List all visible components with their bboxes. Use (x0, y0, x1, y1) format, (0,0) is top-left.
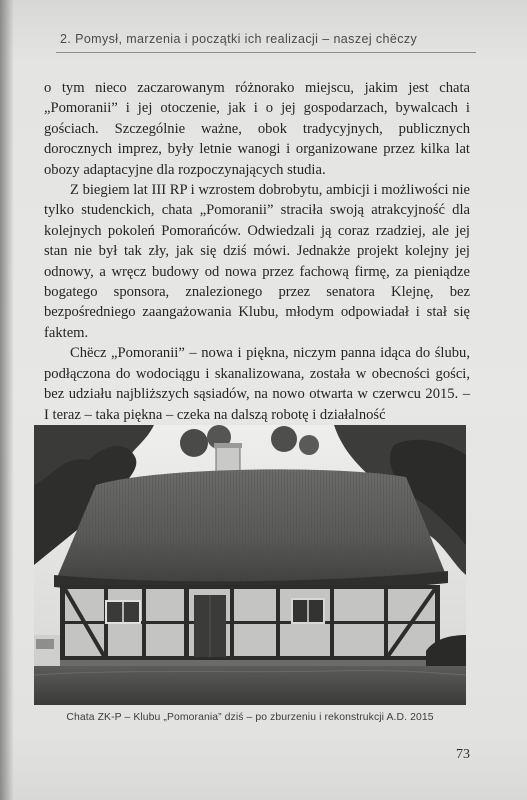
running-head: 2. Pomysł, marzenia i początki ich realizacji – naszej chëczy (60, 32, 418, 46)
body-text (44, 78, 470, 425)
page-number: 73 (456, 747, 470, 762)
photo-thatched-cottage (34, 425, 466, 705)
page-gutter-shadow (0, 0, 14, 800)
photo-caption: Chata ZK-P – Klubu „Pomorania” dziś – po zburzeniu i rekonstrukcji A.D. 2015 (66, 712, 434, 723)
paragraph: Chëcz „Pomoranii” – nowa i piękna, niczym panna idąca do ślubu, podłączona do wodociągu i skanalizowana, została w obecności gości, bez udziału najbliższych sąsiadów, na nowo otwarta w czerwcu 2015. – I teraz – taka piękna – czeka na dalszą robotę i działalność (44, 345, 470, 423)
paragraph: Z biegiem lat III RP i wzrostem dobrobytu, ambicji i możliwości nie tylko studenckich, chata „Pomoranii” straciła swoją atrakcyjność dla kolejnych pokoleń Pomorańców. Odwiedzali ją coraz rzadziej, ale jej stan nie był tak zły, jak się dziś mówi. Jednakże projekt kolejny jej odnowy, a wręcz budowy od nowa przez fachową firmę, za pieniądze bogatego sponsora, znalezionego przez senatora Klejnę, bez bezpośredniego zaangażowania Klubu, młodym odpowiadał i stał się faktem. (44, 182, 470, 341)
header-rule (56, 52, 476, 53)
paragraph: o tym nieco zaczarowanym różnorako miejscu, jakim jest chata „Pomoranii” i jej otoczenie, jak i o jej gospodarzach, bywalcach i gościach. Szczególnie ważne, obok tradycyjnych, publicznych dorocznych imprez, były letnie wanogi i organizowane przez kilka lat obozy adaptacyjne dla rozpoczynających studia. (44, 80, 470, 178)
